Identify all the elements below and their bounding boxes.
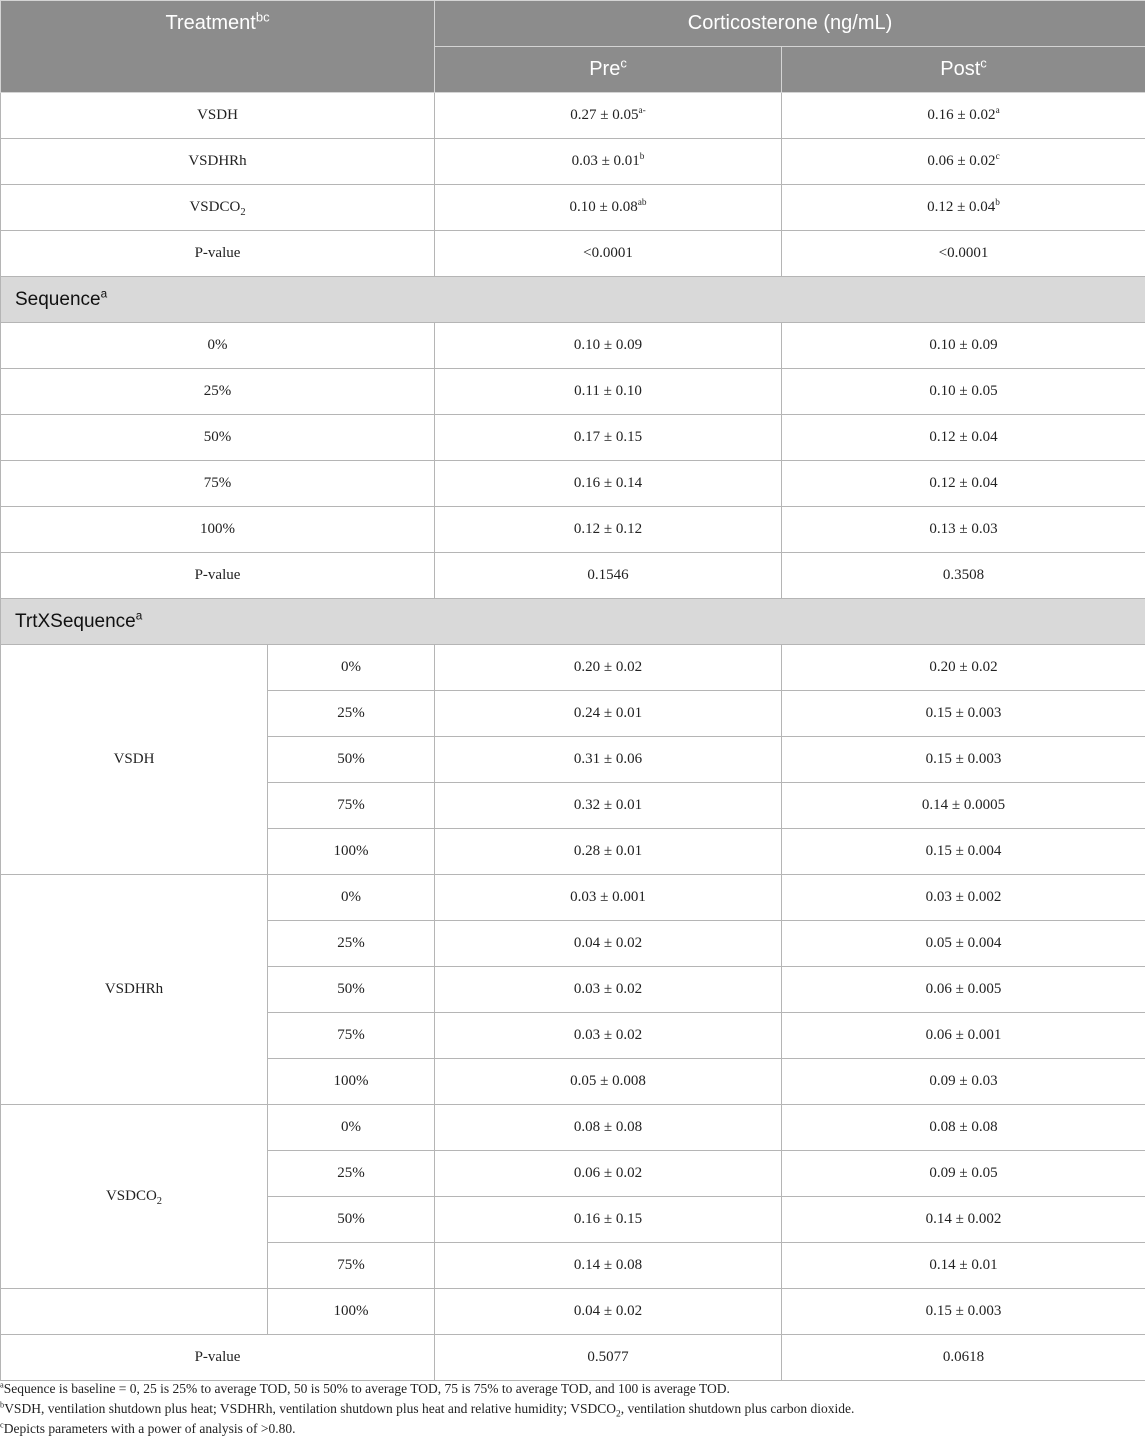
post-cell: [782, 185, 1145, 231]
post-sup: a: [995, 106, 1000, 116]
post-value: 0.12 ± 0.04: [927, 199, 996, 215]
post-cell: [782, 921, 1145, 967]
sequence-cell: [1, 507, 435, 553]
sequence-name: 75%: [203, 475, 232, 491]
post-value: 0.13 ± 0.03: [929, 521, 998, 537]
pre-value: 0.12 ± 0.12: [573, 521, 643, 537]
table-row: [1, 139, 1145, 185]
pre-cell: [435, 1059, 782, 1105]
post-cell: [782, 783, 1145, 829]
sequence-name: 50%: [203, 429, 232, 445]
pre-header-sup: c: [620, 55, 627, 71]
empty-cell: [1, 1289, 268, 1335]
pre-cell: [435, 1335, 782, 1381]
sequence-name: 0%: [341, 659, 361, 675]
post-cell: [782, 967, 1145, 1013]
pvalue-label-cell: [1, 553, 435, 599]
pre-value: 0.1546: [587, 567, 629, 583]
pre-cell: [435, 1243, 782, 1289]
treatment-cell: [1, 93, 435, 139]
pre-value: 0.14 ± 0.08: [573, 1257, 643, 1273]
group-treatment-name: VSDHRh: [104, 981, 164, 997]
post-cell: [782, 231, 1145, 277]
post-value: 0.10 ± 0.09: [929, 337, 998, 353]
pre-value: 0.08 ± 0.08: [573, 1119, 643, 1135]
pre-value: 0.03 ± 0.02: [573, 981, 643, 997]
pre-sup: ab: [637, 198, 647, 208]
footnote-text: VSDH, ventilation shutdown plus heat; VSDHRh, ventilation shutdown plus heat and relative humidity; VSDCO: [4, 1401, 617, 1416]
post-sup: c: [995, 152, 1000, 162]
pre-cell: [435, 829, 782, 875]
pre-value: 0.03 ± 0.001: [570, 889, 646, 905]
group-treatment-name: VSDCO: [105, 1188, 157, 1204]
sequence-cell: [268, 1151, 435, 1197]
post-cell: [782, 323, 1145, 369]
table-row: [1, 231, 1145, 277]
post-value: 0.3508: [942, 567, 985, 583]
section-header-trtxsequence: [1, 599, 1145, 645]
post-value: 0.0618: [942, 1349, 985, 1365]
post-value: 0.09 ± 0.05: [929, 1165, 998, 1181]
sequence-cell: [268, 783, 435, 829]
section-label: TrtXSequence: [15, 610, 136, 632]
footnote-mark: b: [0, 1400, 5, 1410]
pre-cell: [435, 139, 782, 185]
pre-cell: [435, 323, 782, 369]
table-row: [1, 507, 1145, 553]
footnote-a: [0, 1379, 1145, 1399]
pre-cell: [435, 369, 782, 415]
section-header-sequence: [1, 277, 1145, 323]
pvalue-label-cell: [1, 231, 435, 277]
post-cell: [782, 1151, 1145, 1197]
sequence-cell: [268, 645, 435, 691]
table-row: [1, 323, 1145, 369]
post-header-sup: c: [980, 55, 987, 71]
pre-cell: [435, 1105, 782, 1151]
pre-cell: [435, 553, 782, 599]
sequence-cell: [1, 369, 435, 415]
pre-sup: a-: [638, 106, 646, 116]
section-sup: a: [100, 287, 108, 301]
post-cell: [782, 507, 1145, 553]
sequence-name: 0%: [341, 1119, 361, 1135]
pre-cell: [435, 737, 782, 783]
group-treatment-sub: 2: [156, 1196, 163, 1207]
pre-value: 0.32 ± 0.01: [573, 797, 643, 813]
sequence-cell: [268, 691, 435, 737]
sequence-cell: [268, 1013, 435, 1059]
treatment-header: [1, 1, 435, 93]
pre-value: 0.10 ± 0.08: [569, 199, 638, 215]
post-value: 0.05 ± 0.004: [925, 935, 1002, 951]
table-row: [1, 461, 1145, 507]
sequence-name: 100%: [200, 521, 235, 537]
sequence-cell: [268, 1105, 435, 1151]
pre-value: 0.16 ± 0.15: [573, 1211, 643, 1227]
sequence-cell: [268, 737, 435, 783]
pre-cell: [435, 967, 782, 1013]
sequence-name: 0%: [207, 337, 228, 353]
sequence-name: 50%: [337, 1211, 365, 1227]
footnote-sub: 2: [616, 1409, 621, 1420]
footnote-text: Depicts parameters with a power of analysis of >0.80.: [3, 1421, 296, 1436]
sequence-cell: [1, 415, 435, 461]
table-row: [1, 553, 1145, 599]
corticosterone-header-label: Corticosterone (ng/mL): [687, 12, 893, 34]
sequence-cell: [268, 967, 435, 1013]
pre-cell: [435, 783, 782, 829]
pre-cell: [435, 1013, 782, 1059]
pvalue-label: P-value: [194, 245, 241, 261]
post-value: 0.14 ± 0.01: [929, 1257, 998, 1273]
post-cell: [782, 1243, 1145, 1289]
section-label-cell: [1, 599, 1145, 645]
pvalue-label-cell: [1, 1335, 435, 1381]
post-value: 0.14 ± 0.0005: [921, 797, 1006, 813]
sequence-cell: [268, 829, 435, 875]
post-value: 0.15 ± 0.003: [925, 705, 1002, 721]
post-cell: [782, 1289, 1145, 1335]
table-row: [1, 1289, 1145, 1335]
pvalue-label: P-value: [194, 1349, 241, 1365]
post-cell: [782, 691, 1145, 737]
pre-value: 0.06 ± 0.02: [573, 1165, 643, 1181]
pre-cell: [435, 231, 782, 277]
sequence-name: 25%: [337, 705, 365, 721]
footnote-c: [0, 1419, 1145, 1439]
section-label-cell: [1, 277, 1145, 323]
treatment-header-label: Treatment: [165, 12, 256, 34]
post-value: 0.06 ± 0.02: [927, 153, 996, 169]
post-value: 0.06 ± 0.001: [925, 1027, 1002, 1043]
sequence-cell: [1, 323, 435, 369]
table-row: [1, 875, 1145, 921]
table-row: [1, 93, 1145, 139]
sequence-name: 100%: [333, 1073, 369, 1089]
footnotes: [0, 1379, 1145, 1439]
treatment-cell: [1, 139, 435, 185]
post-value: 0.15 ± 0.003: [925, 751, 1002, 767]
post-header-label: Post: [940, 58, 981, 80]
post-value: 0.20 ± 0.02: [929, 659, 998, 675]
post-value: 0.09 ± 0.03: [929, 1073, 998, 1089]
sequence-cell: [268, 1059, 435, 1105]
treatment-name: VSDHRh: [188, 153, 247, 169]
pre-header: [435, 47, 782, 93]
post-value: 0.16 ± 0.02: [927, 107, 996, 123]
footnote-mark: c: [0, 1420, 4, 1430]
post-cell: [782, 829, 1145, 875]
post-cell: [782, 1335, 1145, 1381]
footnote-b: [0, 1399, 1145, 1419]
corticosterone-header: [435, 1, 1145, 47]
sequence-name: 25%: [203, 383, 232, 399]
table-row: [1, 185, 1145, 231]
pre-header-label: Pre: [589, 58, 621, 80]
post-cell: [782, 1013, 1145, 1059]
footnote-mark: a: [0, 1380, 4, 1390]
post-value: 0.12 ± 0.04: [929, 475, 998, 491]
post-cell: [782, 369, 1145, 415]
pre-value: 0.20 ± 0.02: [573, 659, 643, 675]
pre-value: 0.24 ± 0.01: [573, 705, 643, 721]
sequence-cell: [268, 1289, 435, 1335]
post-value: 0.08 ± 0.08: [929, 1119, 998, 1135]
table-row: [1, 415, 1145, 461]
post-value: <0.0001: [938, 245, 989, 261]
pre-value: 0.04 ± 0.02: [573, 935, 643, 951]
sequence-name: 75%: [337, 1027, 365, 1043]
sequence-cell: [1, 461, 435, 507]
pre-value: 0.28 ± 0.01: [573, 843, 643, 859]
pre-cell: [435, 921, 782, 967]
post-cell: [782, 1197, 1145, 1243]
footnote-text: , ventilation shutdown plus carbon dioxide.: [620, 1401, 855, 1416]
section-label: Sequence: [15, 288, 101, 310]
sequence-name: 25%: [337, 935, 365, 951]
pvalue-label: P-value: [194, 567, 241, 583]
pre-value: <0.0001: [583, 245, 633, 261]
pre-sup: b: [639, 152, 645, 162]
pre-value: 0.03 ± 0.01: [571, 153, 640, 169]
treatment-name: VSDH: [197, 107, 238, 123]
sequence-cell: [268, 1197, 435, 1243]
post-header: [782, 47, 1145, 93]
pre-cell: [435, 185, 782, 231]
sequence-name: 100%: [333, 843, 369, 859]
post-value: 0.10 ± 0.05: [929, 383, 998, 399]
post-cell: [782, 1059, 1145, 1105]
post-sup: b: [995, 198, 1000, 208]
table-row: [1, 1105, 1145, 1151]
pre-cell: [435, 691, 782, 737]
post-cell: [782, 461, 1145, 507]
post-cell: [782, 737, 1145, 783]
group-treatment-name: VSDH: [113, 751, 155, 767]
sequence-name: 75%: [337, 1257, 365, 1273]
pre-value: 0.17 ± 0.15: [573, 429, 643, 445]
pre-cell: [435, 875, 782, 921]
post-cell: [782, 139, 1145, 185]
sequence-cell: [268, 921, 435, 967]
post-value: 0.06 ± 0.005: [925, 981, 1002, 997]
pre-value: 0.11 ± 0.10: [574, 383, 642, 399]
post-value: 0.14 ± 0.002: [925, 1211, 1002, 1227]
group-treatment-cell: [1, 645, 268, 875]
sequence-name: 100%: [333, 1303, 369, 1319]
post-value: 0.15 ± 0.003: [925, 1303, 1002, 1319]
post-cell: [782, 875, 1145, 921]
treatment-name: VSDCO: [189, 199, 241, 215]
post-value: 0.15 ± 0.004: [925, 843, 1002, 859]
pre-value: 0.16 ± 0.14: [573, 475, 643, 491]
pre-cell: [435, 461, 782, 507]
pre-value: 0.03 ± 0.02: [573, 1027, 643, 1043]
pre-cell: [435, 507, 782, 553]
group-treatment-cell: [1, 1105, 268, 1289]
sequence-cell: [268, 1243, 435, 1289]
pre-cell: [435, 93, 782, 139]
post-value: 0.03 ± 0.002: [925, 889, 1002, 905]
pre-cell: [435, 1151, 782, 1197]
post-cell: [782, 93, 1145, 139]
pre-value: 0.31 ± 0.06: [573, 751, 643, 767]
treatment-name-sub: 2: [240, 207, 246, 218]
post-cell: [782, 415, 1145, 461]
group-treatment-cell: [1, 875, 268, 1105]
sequence-cell: [268, 875, 435, 921]
pre-value: 0.04 ± 0.02: [573, 1303, 643, 1319]
pre-value: 0.05 ± 0.008: [570, 1073, 646, 1089]
pre-value: 0.10 ± 0.09: [573, 337, 643, 353]
pre-cell: [435, 415, 782, 461]
sequence-name: 25%: [337, 1165, 365, 1181]
sequence-name: 75%: [337, 797, 365, 813]
pre-cell: [435, 1197, 782, 1243]
post-cell: [782, 553, 1145, 599]
post-cell: [782, 1105, 1145, 1151]
sequence-name: 50%: [337, 981, 365, 997]
table-row: [1, 369, 1145, 415]
treatment-header-sup: bc: [255, 9, 270, 25]
post-value: 0.12 ± 0.04: [929, 429, 998, 445]
pre-cell: [435, 645, 782, 691]
pre-cell: [435, 1289, 782, 1335]
sequence-name: 0%: [341, 889, 361, 905]
pre-value: 0.27 ± 0.05: [570, 107, 639, 123]
sequence-name: 50%: [337, 751, 365, 767]
footnote-text: Sequence is baseline = 0, 25 is 25% to average TOD, 50 is 50% to average TOD, 75 is 75% to average TOD, and 100 is average TOD.: [3, 1381, 730, 1396]
treatment-cell: [1, 185, 435, 231]
table-row: [1, 645, 1145, 691]
section-sup: a: [135, 609, 143, 623]
pre-value: 0.5077: [587, 1349, 629, 1365]
post-cell: [782, 645, 1145, 691]
table-row: [1, 1335, 1145, 1381]
